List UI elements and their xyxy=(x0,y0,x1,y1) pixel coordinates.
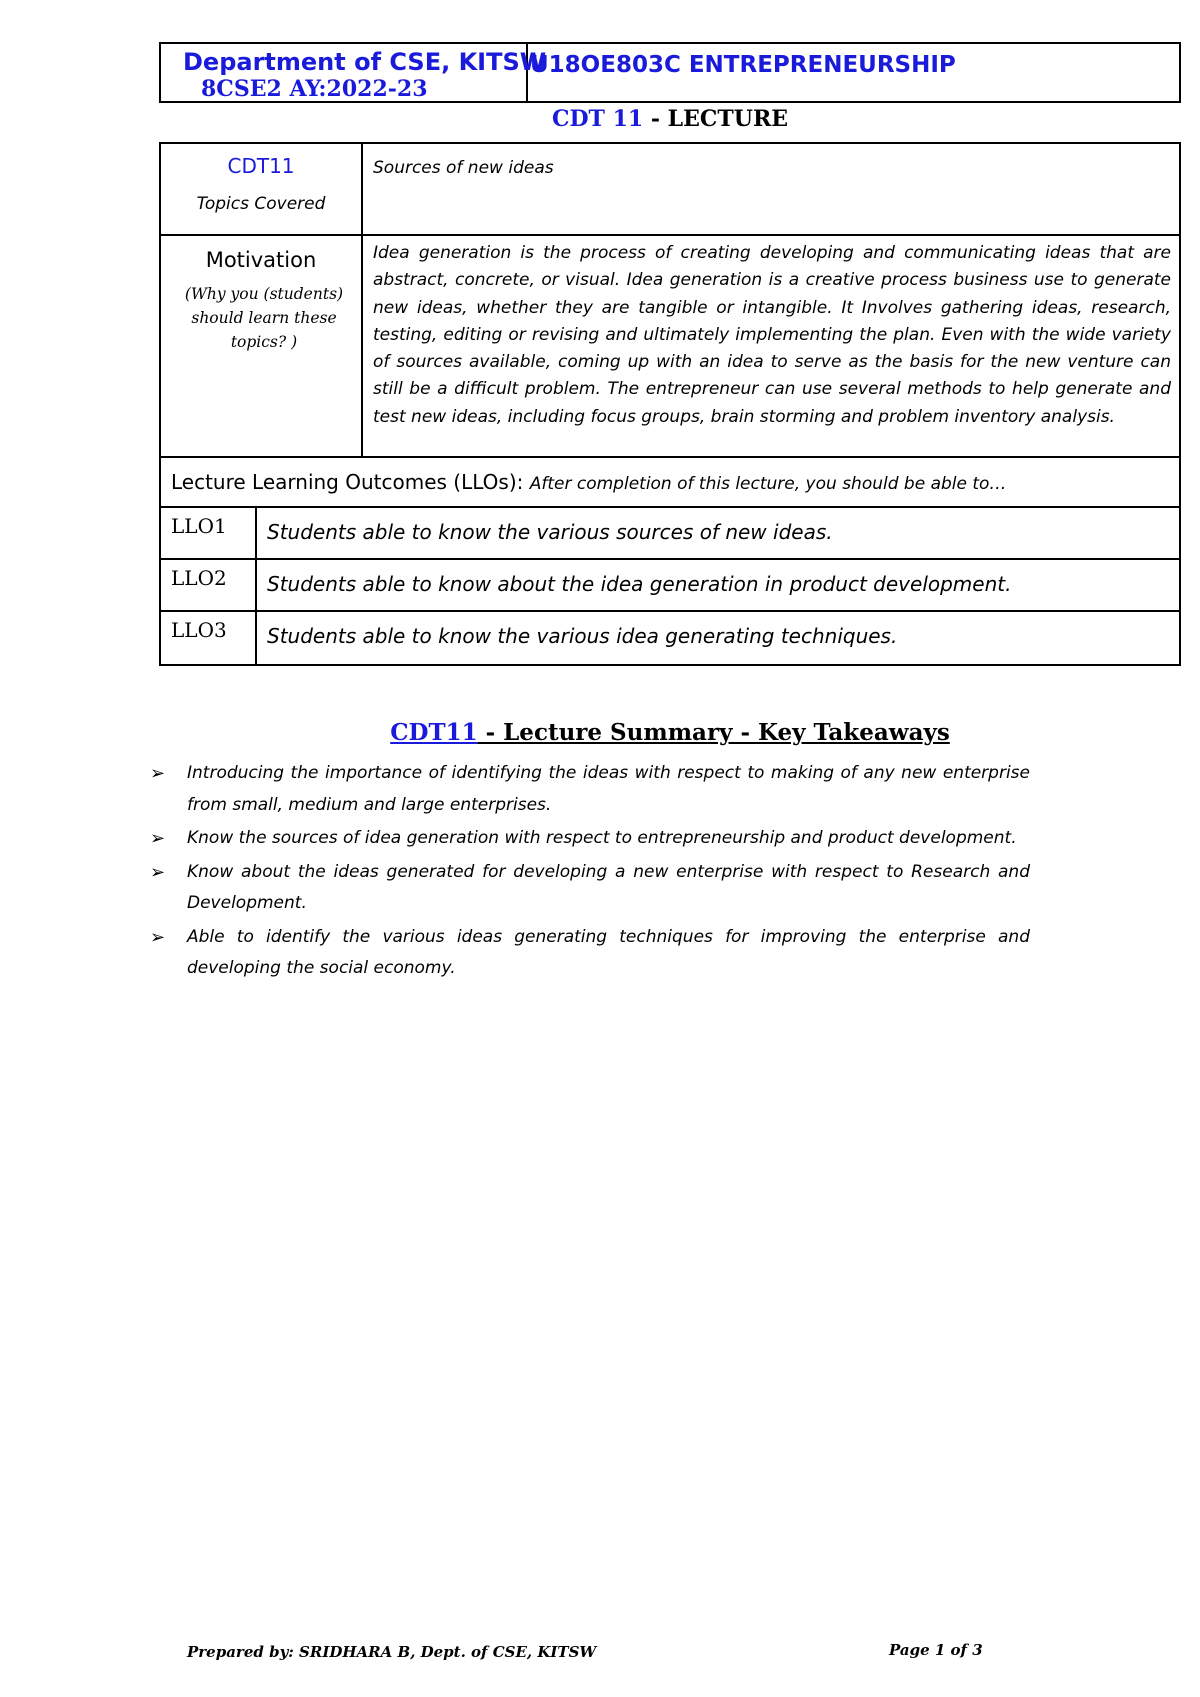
header-box xyxy=(159,42,1181,103)
summary-list xyxy=(150,758,1030,987)
column-divider xyxy=(255,612,257,664)
arrow-bullet-icon: ➢ xyxy=(150,861,166,883)
llo-label: LLO2 xyxy=(171,566,227,590)
topics-row xyxy=(159,142,1181,236)
llo-label: LLO3 xyxy=(171,618,227,642)
cdt-number: CDT 11 xyxy=(551,106,644,132)
summary-title xyxy=(0,719,1200,746)
llo-hint: After completion of this lecture, you should be able to… xyxy=(529,474,1007,494)
title-separator: - xyxy=(643,106,668,132)
list-item-text: Know the sources of idea generation with respect to entrepreneurship and product development. xyxy=(187,828,1017,848)
course-title: U18OE803C ENTREPRENEURSHIP xyxy=(530,52,956,78)
list-item xyxy=(150,758,1030,821)
lecture-type: LECTURE xyxy=(667,106,789,132)
arrow-bullet-icon: ➢ xyxy=(150,763,166,784)
llo-text: Students able to know about the idea generation in product development. xyxy=(267,572,1012,596)
motivation-row xyxy=(159,234,1181,458)
llo-row xyxy=(159,610,1181,666)
column-divider xyxy=(255,560,257,610)
list-item xyxy=(150,823,1030,855)
llo-heading xyxy=(171,470,1006,494)
list-item xyxy=(150,922,1030,985)
arrow-bullet-icon: ➢ xyxy=(150,926,166,948)
motivation-heading: Motivation xyxy=(205,248,317,272)
class-year: 8CSE2 AY:2022-23 xyxy=(201,76,428,102)
list-item xyxy=(150,857,1030,920)
topics-value: Sources of new ideas xyxy=(373,158,554,178)
llo-heading-row xyxy=(159,456,1181,508)
list-item-text: Introducing the importance of identifying the ideas with respect to making of any new enterprise from small, medium and large enterprises. xyxy=(187,763,1030,815)
llo-label: LLO1 xyxy=(171,514,227,538)
topics-label: Topics Covered xyxy=(196,194,326,214)
llo-text: Students able to know the various idea generating techniques. xyxy=(267,624,898,648)
column-divider xyxy=(255,508,257,558)
llo-row xyxy=(159,558,1181,612)
summary-heading: - Lecture Summary - Key Takeaways xyxy=(477,719,950,746)
summary-cdt: CDT11 xyxy=(390,719,478,746)
column-divider xyxy=(361,144,363,234)
page-number: Page 1 of 3 xyxy=(889,1641,983,1659)
list-item-text: Know about the ideas generated for developing a new enterprise with respect to Research and Development. xyxy=(187,861,1030,913)
list-item-text: Able to identify the various ideas generating techniques for improving the enterprise and developing the social economy. xyxy=(187,926,1030,978)
prepared-by: Prepared by: SRIDHARA B, Dept. of CSE, KITSW xyxy=(187,1643,597,1661)
llo-text: Students able to know the various sources of new ideas. xyxy=(267,520,833,544)
column-divider xyxy=(361,236,363,456)
arrow-bullet-icon: ➢ xyxy=(150,828,166,849)
topics-code: CDT11 xyxy=(227,154,295,178)
motivation-text: Idea generation is the process of creating developing and communicating ideas that are abstract, concrete, or visual. Idea generation is a creative process business use to generate new ideas, whether they are tangible or intangible. It Involves gathering ideas, research, testing, editing or revising and ultimately implementing the plan. Even with the wide variety of sources available, coming up with an idea to serve as the basis for the new venture can still be a difficult problem. The entrepreneur can use several methods to help generate and test new ideas, including focus groups, brain storming and problem inventory analysis. xyxy=(373,243,1171,427)
llo-heading-text: Lecture Learning Outcomes (LLOs): xyxy=(171,470,524,494)
motivation-subheading: (Why you (students) should learn these topics? ) xyxy=(184,285,344,351)
page-title xyxy=(0,106,1200,132)
llo-row xyxy=(159,506,1181,560)
department-name: Department of CSE, KITSW xyxy=(183,48,547,76)
